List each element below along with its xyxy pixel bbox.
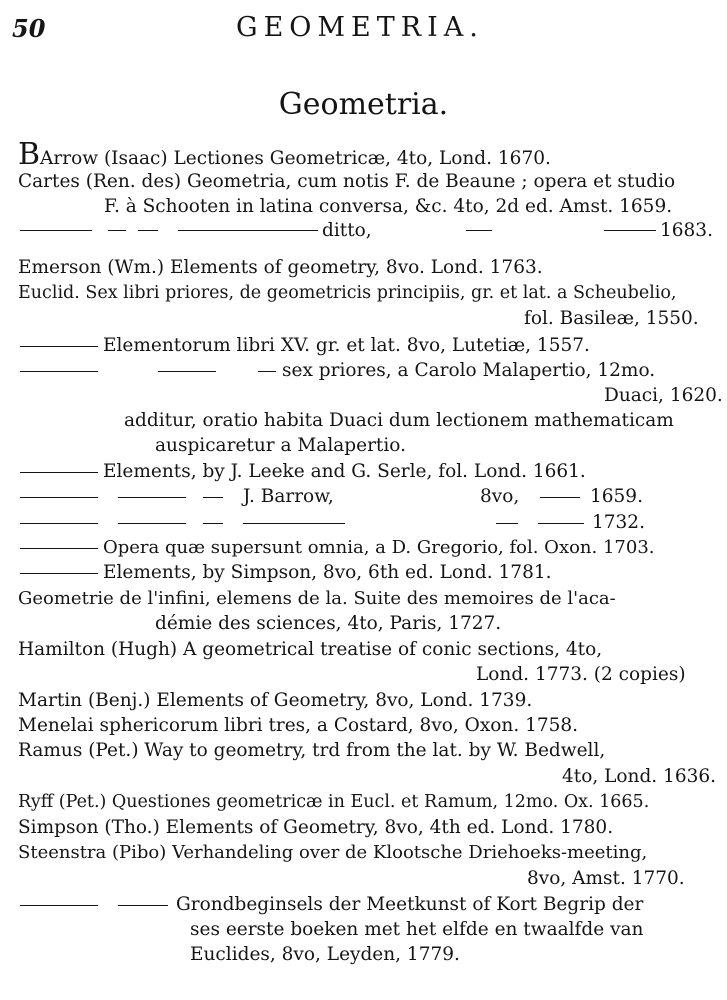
ditto-rule [243, 523, 345, 524]
ditto-rule [138, 230, 158, 231]
entry-line: Menelai sphericorum libri tres, a Costard, 8vo, Oxon. 1758. [18, 715, 579, 736]
ditto-rule [118, 523, 186, 524]
entry-line: J. Barrow, [243, 486, 334, 507]
ditto-rule [20, 497, 98, 498]
entry-line: Elements, by Simpson, 8vo, 6th ed. Lond. 1781. [103, 562, 552, 583]
ditto-rule [604, 230, 656, 231]
ditto-rule [118, 905, 168, 906]
ditto-rule [258, 371, 276, 372]
entry-line: 8vo, [480, 486, 520, 507]
ditto-rule [538, 523, 584, 524]
entry-line: fol. Basileæ, 1550. [524, 308, 699, 329]
ditto-rule [20, 346, 98, 347]
ditto-rule [20, 371, 98, 372]
entry-line [18, 137, 551, 172]
entry-line: Hamilton (Hugh) A geometrical treatise of conic sections, 4to, [18, 639, 603, 660]
ditto-rule [178, 230, 318, 231]
entry-line: Ramus (Pet.) Way to geometry, trd from the lat. by W. Bedwell, [18, 740, 606, 761]
ditto-rule [118, 497, 186, 498]
entry-line: Martin (Benj.) Elements of Geometry, 8vo, Lond. 1739. [18, 690, 533, 711]
ditto-rule [20, 548, 98, 549]
entry-line: Euclides, 8vo, Leyden, 1779. [190, 944, 460, 965]
entry-line: 1659. [590, 486, 643, 507]
entry-line: 4to, Lond. 1636. [562, 766, 717, 787]
entry-line: Steenstra (Pibo) Verhandeling over de Klootsche Driehoeks-meeting, [18, 842, 648, 863]
section-title: Geometria. [278, 87, 449, 122]
ditto-rule [466, 230, 492, 231]
ditto-rule [540, 497, 580, 498]
ditto-rule [20, 905, 98, 906]
entry-line: Euclid. Sex libri priores, de geometricis principiis, gr. et lat. a Scheubelio, [18, 283, 677, 303]
entry-text: Arrow (Isaac) Lectiones Geometricæ, 4to, Lond. 1670. [40, 148, 551, 169]
ditto-rule [20, 523, 98, 524]
entry-line: Cartes (Ren. des) Geometria, cum notis F. de Beaune ; opera et studio [18, 171, 676, 192]
ditto-rule [20, 573, 98, 574]
entry-line: Geometrie de l'infini, elemens de la. Suite des memoires de l'aca- [18, 588, 616, 609]
entry-line: ses eerste boeken met het elfde en twaalfde van [190, 919, 644, 940]
ditto-rule [20, 472, 98, 473]
ditto-rule [158, 371, 216, 372]
entry-line: auspicaretur a Malapertio. [155, 435, 406, 456]
entry-line: F. à Schooten in latina conversa, &c. 4to, 2d ed. Amst. 1659. [104, 196, 673, 217]
entry-line: Ryff (Pet.) Questiones geometricæ in Eucl. et Ramum, 12mo. Ox. 1665. [18, 792, 650, 812]
entry-line: sex priores, a Carolo Malapertio, 12mo. [282, 360, 656, 381]
entry-line: 8vo, Amst. 1770. [527, 868, 685, 889]
entry-line: additur, oratio habita Duaci dum lectionem mathematicam [124, 410, 674, 431]
drop-initial: B [18, 137, 41, 172]
page-number: 50 [12, 14, 46, 43]
entry-line: démie des sciences, 4to, Paris, 1727. [155, 613, 502, 634]
ditto-rule [108, 230, 126, 231]
entry-line: 1683. [660, 220, 713, 241]
entry-line: Simpson (Tho.) Elements of Geometry, 8vo, 4th ed. Lond. 1780. [18, 817, 614, 838]
entry-line: Grondbeginsels der Meetkunst of Kort Begrip der [176, 894, 644, 915]
running-head: GEOMETRIA. [236, 12, 484, 43]
entry-line: Emerson (Wm.) Elements of geometry, 8vo. Lond. 1763. [18, 257, 543, 278]
entry-line: Duaci, 1620. [604, 385, 723, 406]
ditto-rule [203, 497, 223, 498]
ditto-rule [203, 523, 223, 524]
ditto-rule [496, 523, 518, 524]
entry-line: Opera quæ supersunt omnia, a D. Gregorio, fol. Oxon. 1703. [103, 537, 655, 558]
entry-line: Lond. 1773. (2 copies) [476, 664, 686, 685]
entry-line: Elements, by J. Leeke and G. Serle, fol. Lond. 1661. [103, 461, 586, 482]
entry-line: 1732. [592, 512, 645, 533]
ditto-rule [20, 230, 92, 231]
entry-line: Elementorum libri XV. gr. et lat. 8vo, Lutetiæ, 1557. [103, 335, 590, 356]
entry-line: ditto, [322, 220, 372, 241]
